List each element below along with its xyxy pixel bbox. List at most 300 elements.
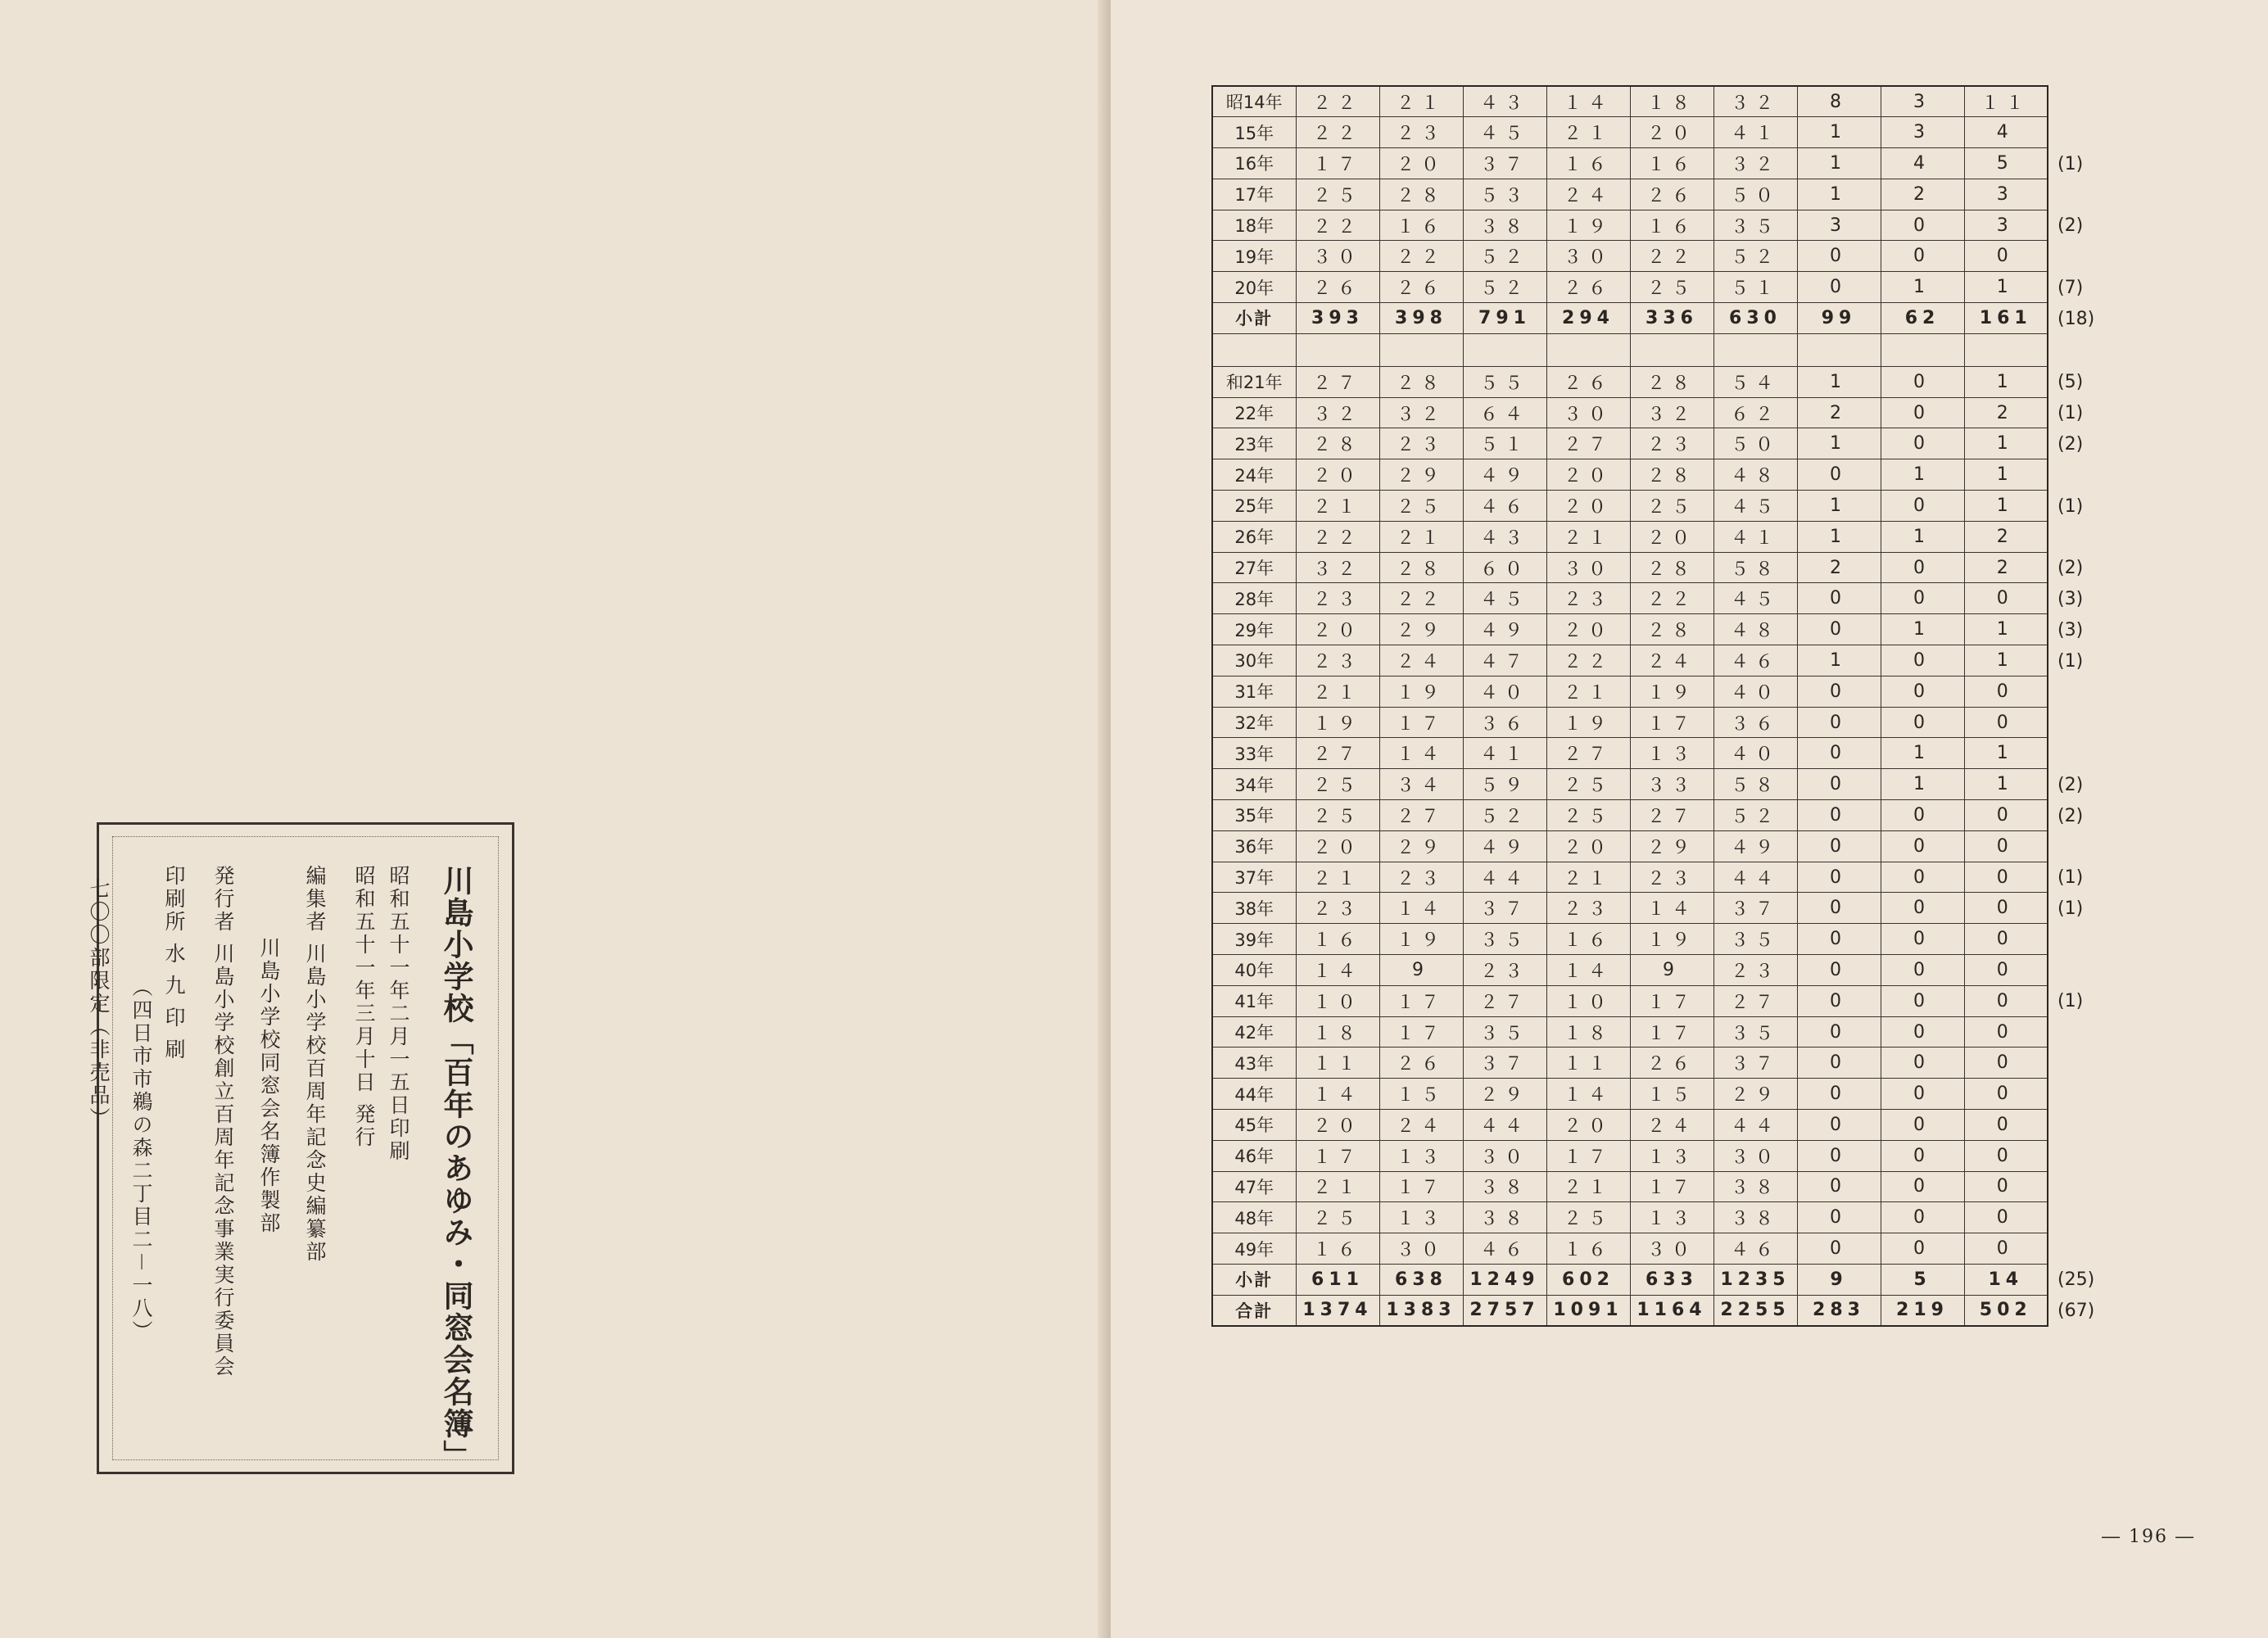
table-cell: １４ [1296, 1079, 1379, 1110]
table-cell: ２６ [1630, 1048, 1713, 1079]
table-row [1212, 1016, 2048, 1048]
table-cell: ３６ [1463, 707, 1546, 738]
table-cell: 0 [1881, 985, 1964, 1016]
table-cell: 0 [1881, 1171, 1964, 1202]
table-cell: ３２ [1296, 552, 1379, 583]
row-note [2057, 676, 2094, 708]
row-label: 36年 [1212, 830, 1296, 862]
row-note [2057, 460, 2094, 491]
table-cell: 0 [1881, 862, 1964, 893]
row-note [2057, 118, 2094, 149]
table-cell: 1 [1881, 738, 1964, 769]
table-cell: ２１ [1296, 1171, 1379, 1202]
table-cell: 3 [1797, 210, 1881, 241]
table-cell: 0 [1964, 800, 2048, 831]
table-cell: 219 [1881, 1295, 1964, 1326]
table-cell: 0 [1964, 1202, 2048, 1233]
table-cell: ３４ [1379, 769, 1463, 800]
table-cell: 0 [1964, 707, 2048, 738]
table-cell: １４ [1379, 893, 1463, 924]
table-cell: １１ [1546, 1048, 1630, 1079]
table-cell: １８ [1296, 1016, 1379, 1048]
row-label: 28年 [1212, 583, 1296, 614]
table-cell [1713, 333, 1797, 366]
table-cell: １６ [1546, 148, 1630, 179]
table-cell: ３０ [1630, 1233, 1713, 1265]
table-cell: ２６ [1379, 272, 1463, 303]
table-cell: 633 [1630, 1264, 1713, 1295]
table-cell: １４ [1630, 893, 1713, 924]
table-cell: ５０ [1713, 179, 1797, 210]
table-cell [1881, 333, 1964, 366]
table-cell: 638 [1379, 1264, 1463, 1295]
table-cell: ４９ [1713, 830, 1797, 862]
table-cell: 8 [1797, 86, 1881, 117]
table-cell: 0 [1881, 552, 1964, 583]
table-cell: ２５ [1630, 491, 1713, 522]
table-cell: ２１ [1379, 521, 1463, 552]
table-cell: 0 [1797, 830, 1881, 862]
table-cell: 0 [1964, 1079, 2048, 1110]
table-row [1212, 924, 2048, 955]
table-cell: ２３ [1713, 955, 1797, 986]
table-cell: ２３ [1379, 428, 1463, 459]
table-row [1212, 210, 2048, 241]
row-label: 42年 [1212, 1016, 1296, 1048]
table-cell: ２０ [1546, 614, 1630, 645]
table-cell: 4 [1964, 117, 2048, 148]
table-cell [1964, 333, 2048, 366]
table-cell: ２８ [1630, 552, 1713, 583]
table-row [1212, 552, 2048, 583]
table-cell: ２４ [1379, 1110, 1463, 1141]
table-cell: ２１ [1546, 862, 1630, 893]
table-cell: ３２ [1713, 86, 1797, 117]
table-cell: ２８ [1296, 428, 1379, 459]
table-cell: ４６ [1463, 1233, 1546, 1265]
row-label: 45年 [1212, 1110, 1296, 1141]
table-cell: 1 [1881, 459, 1964, 491]
row-note: (2) [2057, 805, 2084, 826]
table-cell: 9 [1379, 955, 1463, 986]
table-cell: 1 [1964, 366, 2048, 397]
table-cell: 161 [1964, 303, 2048, 334]
table-cell: 9 [1630, 955, 1713, 986]
table-cell: １４ [1546, 1079, 1630, 1110]
table-cell: ４４ [1463, 1110, 1546, 1141]
table-cell: ２７ [1546, 428, 1630, 459]
table-cell: ２３ [1379, 862, 1463, 893]
table-cell: 1 [1797, 117, 1881, 148]
table-row [1212, 1233, 2048, 1265]
table-cell: 1 [1881, 769, 1964, 800]
row-label: 48年 [1212, 1202, 1296, 1233]
table-cell: ５２ [1713, 800, 1797, 831]
table-cell: 5 [1964, 148, 2048, 179]
table-cell: ３０ [1546, 552, 1630, 583]
table-cell: ２３ [1463, 955, 1546, 986]
table-cell: 791 [1463, 303, 1546, 334]
table-cell: ２８ [1379, 366, 1463, 397]
table-cell: 630 [1713, 303, 1797, 334]
table-cell: ２４ [1379, 645, 1463, 676]
row-note: (1) [2057, 650, 2084, 672]
table-cell: ２４ [1630, 1110, 1713, 1141]
table-cell: ２７ [1379, 800, 1463, 831]
publisher: 発行者 川島小学校創立百周年記念事業実行委員会 [211, 865, 235, 1378]
table-cell: ２３ [1296, 583, 1379, 614]
table-cell: 0 [1964, 985, 2048, 1016]
table-cell: ３２ [1379, 397, 1463, 428]
table-cell: ２９ [1379, 459, 1463, 491]
table-cell: 9 [1797, 1264, 1881, 1295]
table-cell: ２３ [1546, 893, 1630, 924]
table-row [1212, 303, 2048, 334]
row-note: (1) [2057, 991, 2084, 1012]
table-cell: ２７ [1296, 366, 1379, 397]
row-note [2057, 1203, 2094, 1234]
table-cell: 0 [1964, 924, 2048, 955]
table-cell: ２１ [1296, 862, 1379, 893]
table-row [1212, 614, 2048, 645]
table-cell: ２０ [1296, 830, 1379, 862]
table-cell: ２２ [1379, 241, 1463, 272]
row-label: 44年 [1212, 1079, 1296, 1110]
table-cell: ２１ [1296, 676, 1379, 707]
table-cell: 0 [1881, 1233, 1964, 1265]
table-cell: 0 [1797, 1233, 1881, 1265]
row-note: (1) [2057, 898, 2084, 919]
row-note: (3) [2057, 588, 2084, 609]
table-cell: 0 [1881, 397, 1964, 428]
row-note [2057, 956, 2094, 987]
table-cell: ３０ [1713, 1140, 1797, 1171]
table-cell: 2 [1964, 397, 2048, 428]
table-cell: ３０ [1296, 241, 1379, 272]
table-row [1212, 1079, 2048, 1110]
row-note: (5) [2057, 372, 2084, 393]
row-label: 27年 [1212, 552, 1296, 583]
table-cell: 1235 [1713, 1264, 1797, 1295]
table-cell: ３８ [1463, 1171, 1546, 1202]
table-row [1212, 148, 2048, 179]
table-cell: 0 [1881, 1202, 1964, 1233]
table-cell: １９ [1546, 210, 1630, 241]
table-cell: １５ [1379, 1079, 1463, 1110]
table-cell: ４６ [1713, 1233, 1797, 1265]
table-cell: ２５ [1546, 769, 1630, 800]
row-note [2057, 708, 2094, 739]
table-cell [1546, 333, 1630, 366]
table-cell: １６ [1296, 924, 1379, 955]
table-cell: ２８ [1379, 179, 1463, 210]
table-cell: 0 [1797, 893, 1881, 924]
table-cell: ２５ [1296, 1202, 1379, 1233]
table-cell: ３５ [1463, 924, 1546, 955]
table-cell: 1 [1797, 428, 1881, 459]
table-cell: ２９ [1463, 1079, 1546, 1110]
table-cell: ２１ [1296, 491, 1379, 522]
row-label: 小計 [1212, 1264, 1296, 1295]
table-cell: ２２ [1296, 117, 1379, 148]
table-cell: ２０ [1546, 1110, 1630, 1141]
table-cell: ３３ [1630, 769, 1713, 800]
table-cell: ２３ [1630, 428, 1713, 459]
table-cell: ２２ [1546, 645, 1630, 676]
table-cell: ４０ [1713, 676, 1797, 707]
table-cell: 1 [1797, 179, 1881, 210]
table-cell: ２１ [1546, 676, 1630, 707]
table-cell: ４８ [1713, 459, 1797, 491]
table-cell: 1 [1964, 614, 2048, 645]
row-label: 46年 [1212, 1140, 1296, 1171]
row-note: (25) [2057, 1269, 2095, 1291]
table-cell: 0 [1964, 241, 2048, 272]
table-cell: ２２ [1630, 583, 1713, 614]
table-cell: 1383 [1379, 1295, 1463, 1326]
row-note [2057, 1141, 2094, 1172]
table-cell: 0 [1797, 738, 1881, 769]
table-cell: ４５ [1713, 491, 1797, 522]
table-cell: 0 [1797, 241, 1881, 272]
table-cell: ４０ [1463, 676, 1546, 707]
table-cell: 0 [1797, 1140, 1881, 1171]
table-cell: 1 [1797, 645, 1881, 676]
table-cell: 0 [1797, 1202, 1881, 1233]
table-cell: １０ [1546, 985, 1630, 1016]
colophon-box [87, 822, 514, 1474]
table-cell: 0 [1881, 1079, 1964, 1110]
table-cell: １７ [1630, 707, 1713, 738]
table-cell: ２０ [1296, 1110, 1379, 1141]
table-row [1212, 1140, 2048, 1171]
row-note: (3) [2057, 619, 2084, 640]
table-cell: 2 [1797, 552, 1881, 583]
row-label: 16年 [1212, 148, 1296, 179]
table-cell: 0 [1881, 893, 1964, 924]
table-cell: ５２ [1713, 241, 1797, 272]
row-label: 38年 [1212, 893, 1296, 924]
table-cell: ２２ [1379, 583, 1463, 614]
table-cell: ２８ [1379, 552, 1463, 583]
table-cell: １６ [1296, 1233, 1379, 1265]
table-cell: 0 [1797, 924, 1881, 955]
table-cell: ２４ [1546, 179, 1630, 210]
row-label: 39年 [1212, 924, 1296, 955]
table-cell: 0 [1881, 955, 1964, 986]
table-row [1212, 893, 2048, 924]
table-cell: ２２ [1296, 210, 1379, 241]
table-cell: ６４ [1463, 397, 1546, 428]
table-cell: 0 [1881, 366, 1964, 397]
table-cell: 0 [1964, 1016, 2048, 1048]
table-cell: 0 [1964, 1110, 2048, 1141]
table-cell: 0 [1881, 1048, 1964, 1079]
table-cell: 2757 [1463, 1295, 1546, 1326]
table-cell: ２９ [1713, 1079, 1797, 1110]
table-cell: ２７ [1296, 738, 1379, 769]
table-cell: １８ [1630, 86, 1713, 117]
book-title: 川島小学校「百年のあゆみ・同窓会名簿」 [438, 865, 474, 1472]
table-cell: ２３ [1379, 117, 1463, 148]
table-cell: ４１ [1463, 738, 1546, 769]
row-note [2057, 831, 2094, 862]
table-cell: ３５ [1713, 1016, 1797, 1048]
row-label: 和21年 [1212, 366, 1296, 397]
row-label: 37年 [1212, 862, 1296, 893]
table-row [1212, 583, 2048, 614]
table-cell: 0 [1797, 583, 1881, 614]
table-cell: ３０ [1546, 397, 1630, 428]
table-cell: ２５ [1296, 769, 1379, 800]
table-cell: ６２ [1713, 397, 1797, 428]
table-cell: ５８ [1713, 552, 1797, 583]
table-cell: 0 [1881, 1016, 1964, 1048]
row-note [2057, 1172, 2094, 1203]
table-row [1212, 800, 2048, 831]
table-row [1212, 272, 2048, 303]
left-page [0, 0, 1107, 1638]
table-cell: １３ [1630, 1202, 1713, 1233]
table-cell: １４ [1296, 955, 1379, 986]
table-cell: 0 [1964, 676, 2048, 707]
row-note [2057, 1234, 2094, 1265]
table-cell: １７ [1630, 1171, 1713, 1202]
table-row [1212, 491, 2048, 522]
table-row [1212, 1048, 2048, 1079]
table-cell: ４３ [1463, 86, 1546, 117]
table-cell: ２４ [1630, 645, 1713, 676]
publish-date: 昭和五十一年三月十日 発行 [352, 865, 376, 1149]
table-cell: １７ [1630, 985, 1713, 1016]
table-cell: 0 [1964, 955, 2048, 986]
table-cell: １８ [1546, 1016, 1630, 1048]
table-cell: ２６ [1546, 272, 1630, 303]
table-cell: 0 [1964, 583, 2048, 614]
table-cell: 4 [1881, 148, 1964, 179]
table-cell: ２８ [1630, 459, 1713, 491]
row-note: (2) [2057, 433, 2084, 455]
table-cell: 0 [1881, 241, 1964, 272]
table-cell: ４６ [1463, 491, 1546, 522]
table-cell: １６ [1630, 148, 1713, 179]
row-note: (7) [2057, 277, 2084, 298]
table-cell: ２１ [1546, 117, 1630, 148]
row-label [1212, 333, 1296, 366]
table-cell: 0 [1797, 769, 1881, 800]
table-row [1212, 397, 2048, 428]
table-cell: ３７ [1713, 1048, 1797, 1079]
table-cell: 2 [1964, 552, 2048, 583]
table-cell: 1249 [1463, 1264, 1546, 1295]
table-cell: ２５ [1546, 800, 1630, 831]
table-row [1212, 707, 2048, 738]
table-cell: 336 [1630, 303, 1713, 334]
table-cell: 0 [1964, 1048, 2048, 1079]
row-label: 25年 [1212, 491, 1296, 522]
table-row [1212, 117, 2048, 148]
table-cell: 611 [1296, 1264, 1379, 1295]
table-cell: ５８ [1713, 769, 1797, 800]
row-label: 15年 [1212, 117, 1296, 148]
table-cell: ２０ [1630, 117, 1713, 148]
table-cell: ５１ [1713, 272, 1797, 303]
table-cell: 0 [1797, 707, 1881, 738]
row-label: 49年 [1212, 1233, 1296, 1265]
table-cell: 1374 [1296, 1295, 1379, 1326]
table-cell: ２６ [1379, 1048, 1463, 1079]
table-cell: 602 [1546, 1264, 1630, 1295]
table-cell: １７ [1296, 148, 1379, 179]
table-cell: 0 [1881, 210, 1964, 241]
row-note [2057, 1079, 2094, 1111]
table-cell: 398 [1379, 303, 1463, 334]
table-row [1212, 1264, 2048, 1295]
table-cell: 0 [1881, 707, 1964, 738]
table-row [1212, 862, 2048, 893]
row-note: (2) [2057, 215, 2084, 237]
table-cell: ２３ [1296, 893, 1379, 924]
table-cell: 0 [1964, 862, 2048, 893]
print-date: 昭和五十一年二月一五日印刷 [387, 865, 410, 1163]
table-cell: 0 [1797, 862, 1881, 893]
row-note: (2) [2057, 774, 2084, 795]
table-cell: ４４ [1713, 862, 1797, 893]
table-cell: ４４ [1463, 862, 1546, 893]
row-label: 23年 [1212, 428, 1296, 459]
row-note [2057, 1017, 2094, 1048]
row-label: 18年 [1212, 210, 1296, 241]
table-row [1212, 366, 2048, 397]
table-cell: １７ [1379, 985, 1463, 1016]
table-cell: ２８ [1630, 366, 1713, 397]
table-cell: 2 [1964, 521, 2048, 552]
table-cell: 1 [1881, 521, 1964, 552]
table-cell: 0 [1881, 645, 1964, 676]
table-cell: 0 [1881, 491, 1964, 522]
table-row [1212, 459, 2048, 491]
table-cell: 3 [1964, 179, 2048, 210]
table-cell: １１ [1964, 86, 2048, 117]
table-cell: ３０ [1379, 1233, 1463, 1265]
table-cell [1797, 333, 1881, 366]
table-cell: ３２ [1713, 148, 1797, 179]
table-cell: １６ [1546, 924, 1630, 955]
table-cell: ３７ [1463, 893, 1546, 924]
table-cell: ４１ [1713, 521, 1797, 552]
table-cell: 1 [1964, 272, 2048, 303]
table-cell: 2 [1881, 179, 1964, 210]
table-cell: 0 [1881, 583, 1964, 614]
table-cell: １６ [1546, 1233, 1630, 1265]
table-cell: ２０ [1296, 459, 1379, 491]
table-cell: １３ [1630, 1140, 1713, 1171]
table-cell: ４４ [1713, 1110, 1797, 1141]
table-cell: ３５ [1713, 924, 1797, 955]
table-cell: ４８ [1713, 614, 1797, 645]
table-cell: 0 [1964, 893, 2048, 924]
table-row [1212, 738, 2048, 769]
table-cell: 1 [1881, 614, 1964, 645]
table-cell: 294 [1546, 303, 1630, 334]
table-cell: 0 [1881, 428, 1964, 459]
table-cell: ４５ [1463, 117, 1546, 148]
table-cell: １９ [1630, 924, 1713, 955]
table-cell: １７ [1379, 707, 1463, 738]
table-cell: １６ [1379, 210, 1463, 241]
table-cell: ２５ [1630, 272, 1713, 303]
table-cell: ３２ [1296, 397, 1379, 428]
